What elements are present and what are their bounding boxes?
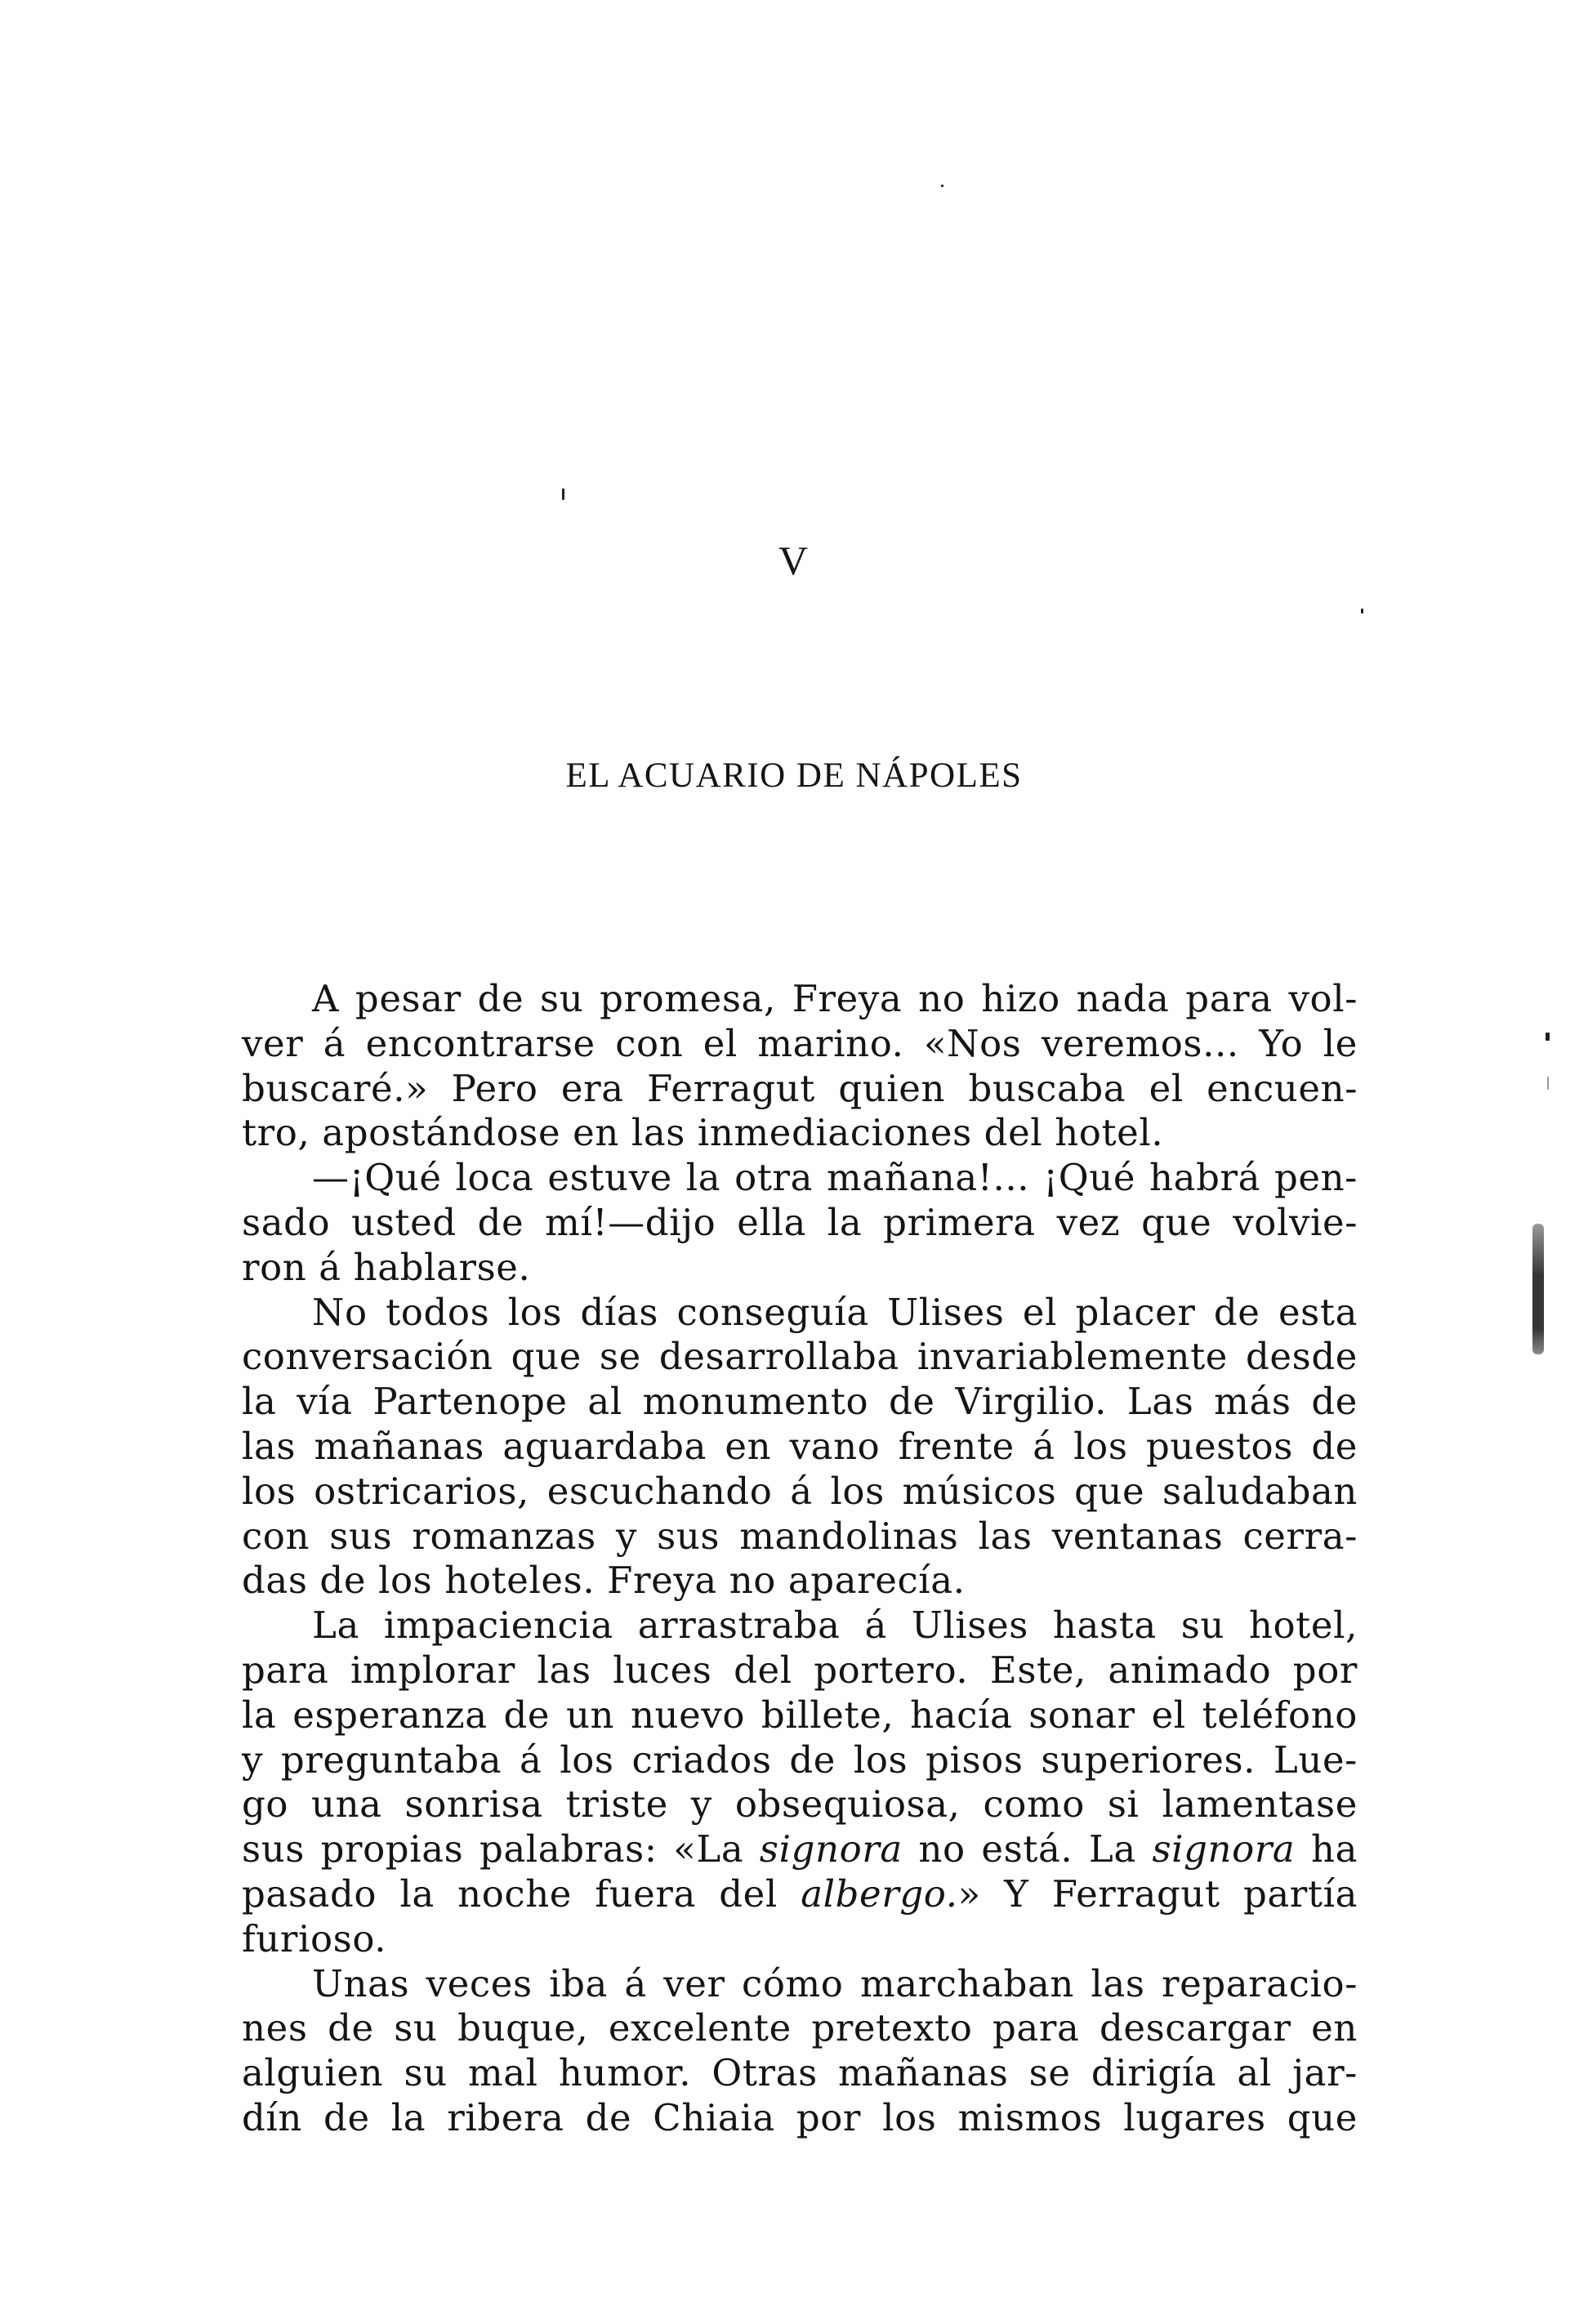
body-text xyxy=(242,977,1358,2141)
chapter-title: EL ACUARIO DE NÁPOLES xyxy=(565,756,1023,795)
paragraph xyxy=(242,1604,1358,1961)
paragraph xyxy=(242,977,1358,1156)
scan-speck xyxy=(1547,1077,1549,1090)
scan-speck xyxy=(562,488,564,500)
text-segment: dín de la ribera de Chiaia por los mismos lugares que xyxy=(242,2095,1358,2139)
text-line xyxy=(242,1559,1358,1604)
italic-word: signora xyxy=(759,1827,903,1871)
text-segment: No todos los días conseguía Ulises el placer de esta xyxy=(312,1290,1358,1334)
text-segment: ha xyxy=(1295,1827,1358,1871)
text-line xyxy=(242,1917,1358,1962)
text-segment: no está. La xyxy=(902,1827,1153,1871)
text-line xyxy=(242,2096,1358,2141)
text-segment: alguien su mal humor. Otras mañanas se dirigía al jar- xyxy=(242,2051,1358,2095)
text-segment: » Y Ferragut partía xyxy=(957,1871,1358,1916)
text-line xyxy=(242,1425,1358,1470)
scan-speck xyxy=(1361,609,1363,613)
text-segment: ver á encontrarse con el marino. «Nos veremos... Yo le xyxy=(242,1021,1358,1065)
text-segment: das de los hoteles. Freya no aparecía. xyxy=(242,1559,966,1603)
text-segment: conversación que se desarrollaba invariablemente desde xyxy=(242,1335,1358,1379)
text-line xyxy=(242,1111,1358,1156)
text-segment: tro, apostándose en las inmediaciones del hotel. xyxy=(242,1111,1164,1155)
text-segment: La impaciencia arrastraba á Ulises hasta su hotel, xyxy=(312,1604,1358,1648)
scan-speck xyxy=(1546,1033,1550,1041)
text-line xyxy=(242,1470,1358,1514)
text-segment: la vía Partenope al monumento de Virgilio. Las más de xyxy=(242,1380,1358,1424)
text-line xyxy=(242,1022,1358,1067)
text-segment: buscaré.» Pero era Ferragut quien buscaba el encuen- xyxy=(242,1066,1358,1110)
text-line xyxy=(242,1872,1358,1917)
text-line xyxy=(242,1067,1358,1112)
text-segment: A pesar de su promesa, Freya no hizo nada para vol- xyxy=(312,977,1358,1020)
text-segment: las mañanas aguardaba en vano frente á los puestos de xyxy=(242,1424,1358,1468)
chapter-number: V xyxy=(778,538,810,583)
text-segment: con sus romanzas y sus mandolinas las ventanas cerra- xyxy=(242,1514,1358,1558)
text-segment: sus propias palabras: «La xyxy=(242,1827,760,1871)
text-segment: Unas veces iba á ver cómo marchaban las reparacio- xyxy=(312,1961,1358,2005)
italic-word: albergo. xyxy=(801,1871,958,1916)
text-line xyxy=(242,1380,1358,1425)
scan-margin-mark xyxy=(1532,1224,1544,1354)
text-line xyxy=(242,1335,1358,1380)
text-segment: ron á hablarse. xyxy=(242,1245,531,1289)
text-segment: para implorar las luces del portero. Este, animado por xyxy=(242,1648,1358,1692)
paragraph xyxy=(242,1962,1358,2141)
text-segment: los ostricarios, escuchando á los músicos que saludaban xyxy=(242,1469,1358,1513)
text-segment: pasado la noche fuera del xyxy=(242,1871,801,1916)
text-line xyxy=(242,977,1358,1022)
italic-word: signora xyxy=(1152,1827,1296,1871)
text-line xyxy=(242,1962,1358,2007)
text-segment: y preguntaba á los criados de los pisos superiores. Lue- xyxy=(242,1737,1358,1782)
text-segment: —¡Qué loca estuve la otra mañana!... ¡Qué habrá pen- xyxy=(312,1156,1358,1200)
text-segment: furioso. xyxy=(242,1916,387,1960)
text-line xyxy=(242,1514,1358,1559)
text-line xyxy=(242,1648,1358,1693)
scan-speck xyxy=(941,185,943,187)
text-line xyxy=(242,2006,1358,2051)
text-line xyxy=(242,1201,1358,1246)
text-segment: la esperanza de un nuevo billete, hacía sonar el teléfono xyxy=(242,1693,1358,1737)
text-segment: sado usted de mí!—dijo ella la primera vez que volvie- xyxy=(242,1200,1358,1244)
text-line xyxy=(242,1827,1358,1872)
paragraph xyxy=(242,1291,1358,1604)
text-line xyxy=(242,1246,1358,1291)
text-line xyxy=(242,1156,1358,1201)
text-segment: go una sonrisa triste y obsequiosa, como si lamentase xyxy=(242,1782,1358,1827)
text-line xyxy=(242,1782,1358,1827)
text-line xyxy=(242,1693,1358,1738)
paragraph xyxy=(242,1156,1358,1290)
text-segment: nes de su buque, excelente pretexto para descargar en xyxy=(242,2006,1358,2050)
text-line xyxy=(242,2051,1358,2096)
text-line xyxy=(242,1291,1358,1336)
text-line xyxy=(242,1738,1358,1783)
text-line xyxy=(242,1604,1358,1648)
